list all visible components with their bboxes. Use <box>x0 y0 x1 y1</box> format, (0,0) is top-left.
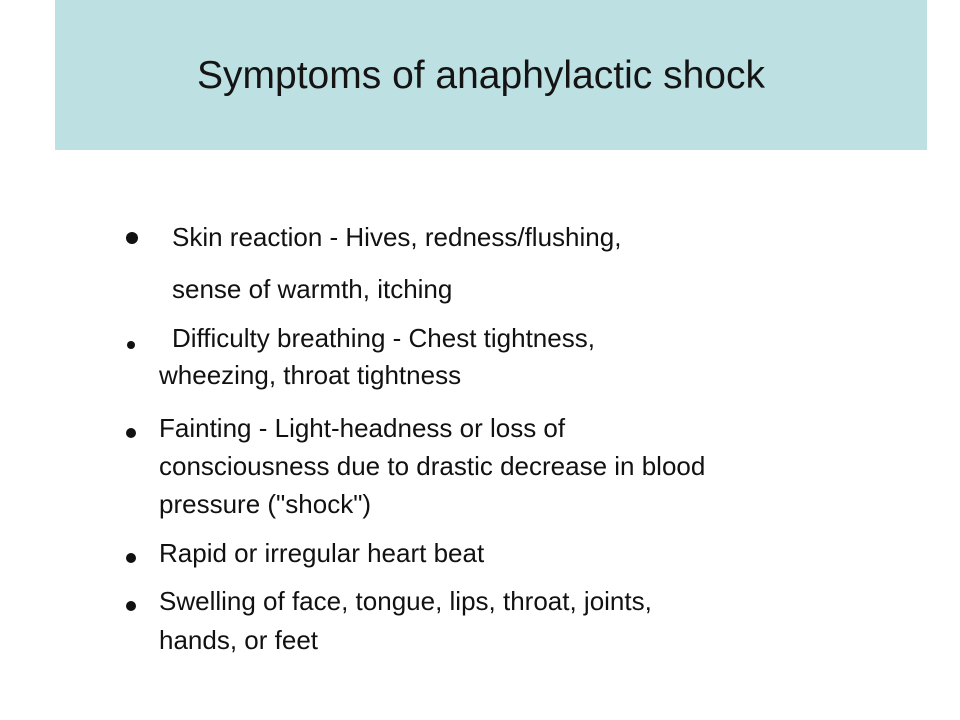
bullet-3-line-1: Fainting - Light-headness or loss of <box>159 413 566 443</box>
bullet-5-line-2: hands, or feet <box>159 625 318 655</box>
bullet-dot <box>126 553 136 563</box>
bullet-dot <box>126 232 138 244</box>
bullet-dot <box>126 428 136 438</box>
bullet-dot <box>126 601 136 611</box>
bullet-2-line-1: Difficulty breathing - Chest tightness, <box>172 323 595 353</box>
slide-title: Symptoms of anaphylactic shock <box>197 54 765 97</box>
bullet-1-line-2: sense of warmth, itching <box>172 274 453 304</box>
bullet-1-line-1: Skin reaction - Hives, redness/flushing, <box>172 222 622 252</box>
bullet-4-line-1: Rapid or irregular heart beat <box>159 538 485 568</box>
bullet-5-line-1: Swelling of face, tongue, lips, throat, joints, <box>159 586 652 616</box>
bullet-3-line-3: pressure ("shock") <box>159 489 372 519</box>
bullet-2-line-2: wheezing, throat tightness <box>159 360 462 390</box>
bullet-3-line-2: consciousness due to drastic decrease in blood <box>159 451 706 481</box>
bullet-dot <box>127 341 135 349</box>
